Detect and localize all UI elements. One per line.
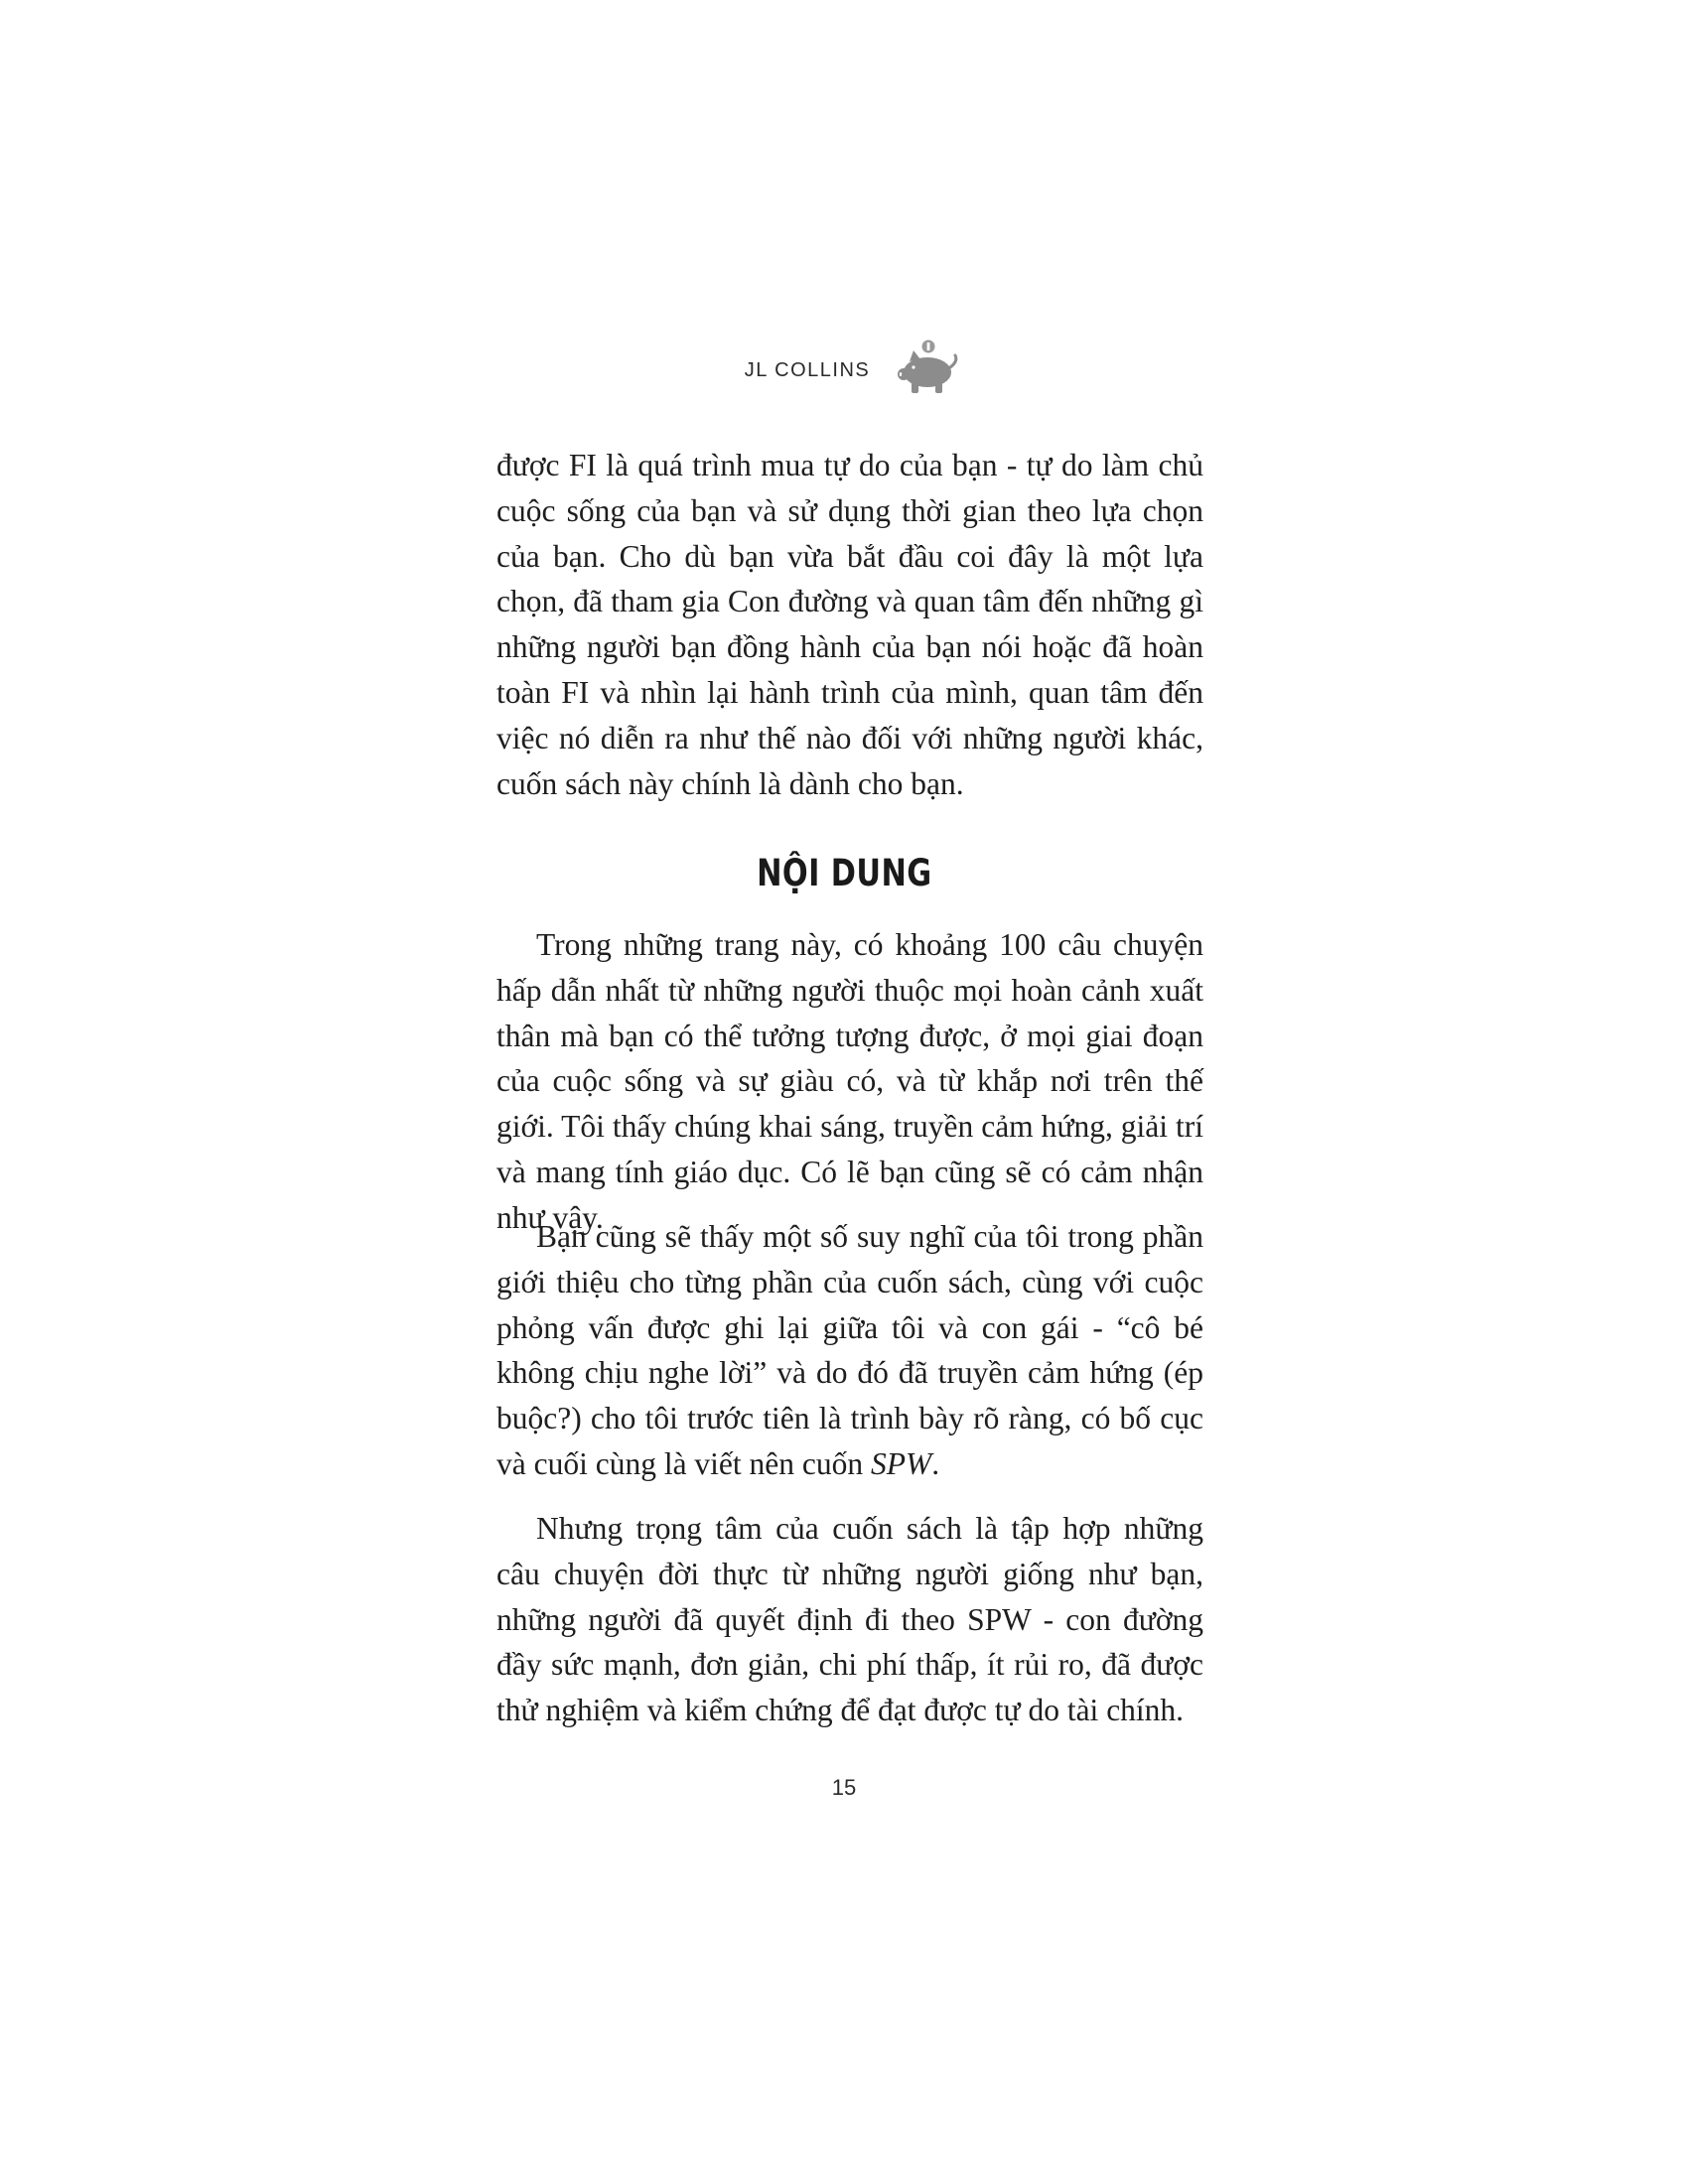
paragraph-3-text: Nhưng trọng tâm của cuốn sách là tập hợp những câu chuyện đời thực từ những người giống như bạn, những người đã quyết định đi theo SPW - con đường đầy sức mạnh, đơn giản, chi phí thấp, ít rủi ro, đã được thử nghiệm và kiểm chứng để đạt được tự do tài chính. (496, 1511, 1203, 1728)
paragraph-3 (496, 1506, 1203, 1733)
paragraph-1 (496, 922, 1203, 1241)
paragraph-2 (496, 1214, 1203, 1487)
continued-paragraph (496, 443, 1203, 806)
page-number: 15 (831, 1775, 857, 1800)
paragraph-2-end: . (931, 1445, 940, 1481)
paragraph-2-main: Bạn cũng sẽ thấy một số suy nghĩ của tôi trong phần giới thiệu cho từng phần của cuốn sách, cùng với cuộc phỏng vấn được ghi lại giữa tôi và con gái - “cô bé không chịu nghe lời” và do đó đã truyền cảm hứng (ép buộc?) cho tôi trước tiên là trình bày rõ ràng, có bố cục và cuối cùng là viết nên cuốn (496, 1219, 1203, 1481)
book-title-italic: SPW (871, 1445, 932, 1481)
piggy-bank-icon (892, 338, 963, 397)
continued-paragraph-text: được FI là quá trình mua tự do của bạn - tự do làm chủ cuộc sống của bạn và sử dụng thời gian theo lựa chọn của bạn. Cho dù bạn vừa bắt đầu coi đây là một lựa chọn, đã tham gia Con đường và quan tâm đến những gì những người bạn đồng hành của bạn nói hoặc đã hoàn toàn FI và nhìn lại hành trình của mình, quan tâm đến việc nó diễn ra như thế nào đối với những người khác, cuốn sách này chính là dành cho bạn. (496, 448, 1203, 801)
section-heading: NỘI DUNG (757, 852, 932, 894)
running-header (0, 338, 1688, 397)
paragraph-1-text: Trong những trang này, có khoảng 100 câu chuyện hấp dẫn nhất từ những người thuộc mọi hoàn cảnh xuất thân mà bạn có thể tưởng tượng được, ở mọi giai đoạn của cuộc sống và sự giàu có, và từ khắp nơi trên thế giới. Tôi thấy chúng khai sáng, truyền cảm hứng, giải trí và mang tính giáo dục. Có lẽ bạn cũng sẽ có cảm nhận như vậy. (496, 927, 1203, 1235)
header-inner (745, 338, 964, 397)
author-name: JL COLLINS (744, 358, 871, 381)
paragraph-2-text (496, 1214, 1203, 1487)
